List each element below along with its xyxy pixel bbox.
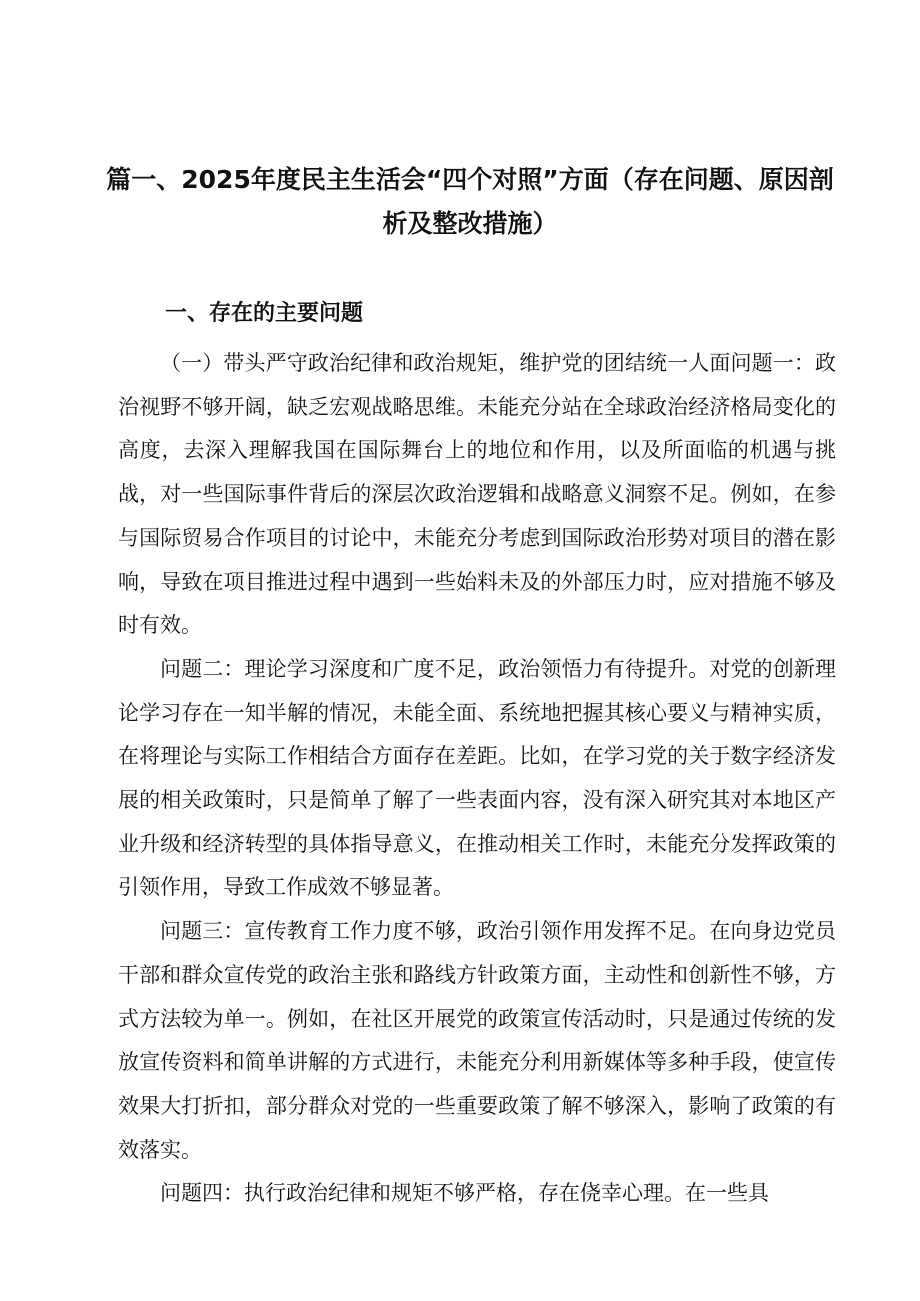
section-heading: 一、存在的主要问题 xyxy=(165,301,364,326)
document-title: 篇一、2025年度民主生活会“四个对照”方面（存在问题、原因剖析及整改措施） xyxy=(106,165,834,238)
paragraph-3: 问题三：宣传教育工作力度不够，政治引领作用发挥不足。在向身边党员干部和群众宣传党的政治主张和路线方针政策方面，主动性和创新性不够，方式方法较为单一。例如，在社区开展党的政策宣传活动时，只是通过传统的发放宣传资料和简单讲解的方式进行，未能充分利用新媒体等多种手段，使宣传效果大打折扣，部分群众对党的一些重要政策了解不够深入，影响了政策的有效落实。 xyxy=(118,919,836,1162)
paragraph-2: 问题二：理论学习深度和广度不足，政治领悟力有待提升。对党的创新理论学习存在一知半解的情况，未能全面、系统地把握其核心要义与精神实质，在将理论与实际工作相结合方面存在差距。比如，在学习党的关于数字经济发展的相关政策时，只是简单了解了一些表面内容，没有深入研究其对本地区产业升级和经济转型的具体指导意义，在推动相关工作时，未能充分发挥政策的引领作用，导致工作成效不够显著。 xyxy=(118,656,836,900)
document-body xyxy=(118,342,836,1216)
paragraph-4: 问题四：执行政治纪律和规矩不够严格，存在侥幸心理。在一些具 xyxy=(160,1181,769,1206)
paragraph-1: （一）带头严守政治纪律和政治规矩，维护党的团结统一人面问题一：政治视野不够开阔，缺乏宏观战略思维。未能充分站在全球政治经济格局变化的高度，去深入理解我国在国际舞台上的地位和作用，以及所面临的机遇与挑战，对一些国际事件背后的深层次政治逻辑和战略意义洞察不足。例如，在参与国际贸易合作项目的讨论中，未能充分考虑到国际政治形势对项目的潜在影响，导致在项目推进过程中遇到一些始料未及的外部压力时，应对措施不够及时有效。 xyxy=(118,351,836,638)
